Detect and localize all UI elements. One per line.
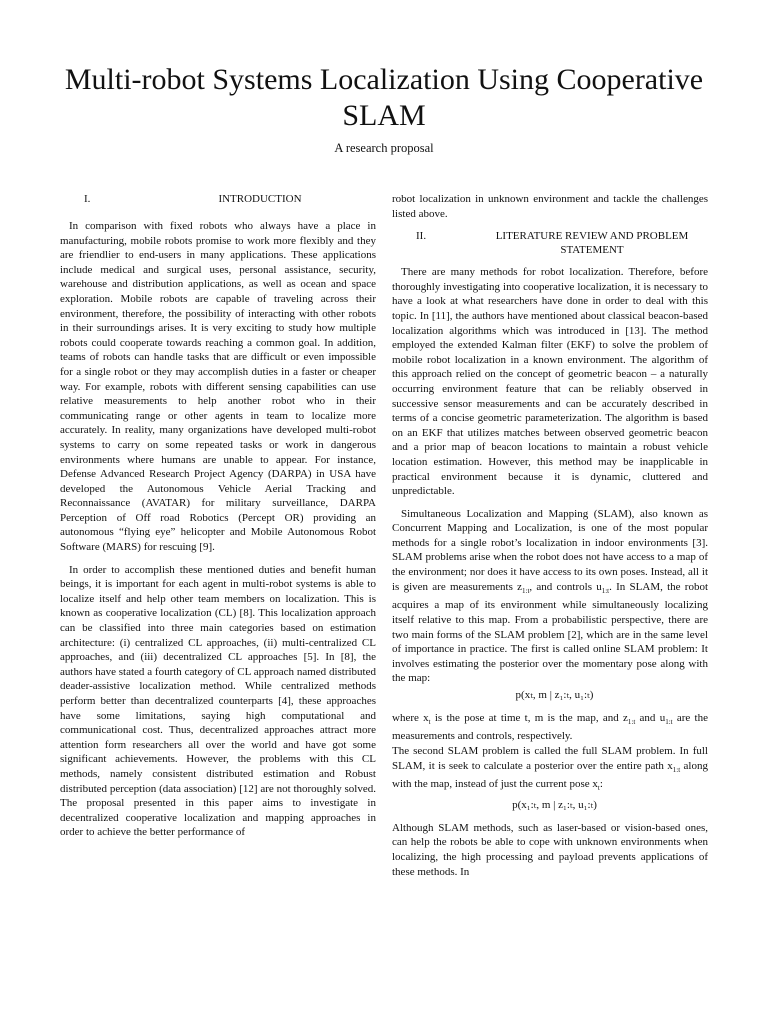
full-slam-paragraph: The second SLAM problem is called the full SLAM problem. In full SLAM, it is seek to calculate a posterior over the entire path $x_{1:t}$ along with the map, instead of just the current pose $x_t$:: [392, 744, 708, 793]
equation-full-slam: p(x₁:ₜ, m | z₁:ₜ, u₁:ₜ): [512, 799, 597, 812]
intro-paragraph-2: In order to accomplish these mentioned duties and benefit human beings, it is important for each agent in multi-robot systems is able to localize itself and help other team members on localization. This is known as cooperative localization (CL) [8]. This localization approach can be classified into three main categories based on estimation architecture: (i) centralized CL approaches, (ii) multi-centralized CL approaches, and (iii) decentralized CL approaches [5]. In [8], the authors have stated a fourth category of CL approach named distributed deader-assistive localization method. While centralized methods perform better than decentralized counterparts [4], these approaches have some limitations, saying high computational and communicational cost. Thus, decentralized approaches attract more attention form researchers all over the world and have got some significant achievements. However, the problems with this CL methods, namely consistent distributed estimation and Robust distributed perception (data association) [12] are not thoroughly solved. The proposal presented in this paper aims to investigate in decentralized cooperative localization and mapping approaches in order to achieve the better performance of: [60, 563, 376, 839]
section-title: LITERATURE REVIEW AND PROBLEM STATEMENT: [495, 230, 689, 257]
right-column: [392, 192, 708, 887]
section-title: INTRODUCTION: [218, 193, 302, 205]
paper-title: Multi-robot Systems Localization Using Cooperative SLAM: [64, 63, 704, 132]
left-column: [60, 192, 376, 848]
intro-paragraph-1: In comparison with fixed robots who always have a place in manufacturing, mobile robots promise to work more flexibly and they are friendlier to end-users in many applications. These applications include medical and surgical uses, personal assistance, security, warehouse and distribution applications, as well as ocean and space exploration. Mobile robots are capable of traveling across their environment, therefore, the possibility of interacting with other robots in their surroundings arises. It is very exciting to study how multiple robots could cooperate towards reaching a common goal. In addition, teams of robots can handle tasks that are difficult or even impossible for a single robot or they may accomplish duties in a faster or cheaper way. For example, robots with different sensing capabilities can use relative measurements to help another robot who in their communicating range or other agents in team to localize more accurately. In reality, many organizations have developed multi-robot systems to carry on some repeated tasks or work in dangerous environments where humans are unable to appear. For instance, Defense Advanced Research Project Agency (DARPA) in USA have developed the Autonomous Vehicle Aerial Tracking and Reconnaissance (AVATAR) for military surveillance, DARPA Perception of Off road Robotics (Percept OR) providing an autonomous “flying eye” helicopter and Mobile Autonomous Robot Software (MARS) for rescuing [9].: [60, 220, 376, 554]
lit-paragraph-2: Simultaneous Localization and Mapping (SLAM), also known as Concurrent Mapping and Localization, is one of the most popular methods for a single robot’s localization in indoor environments [3]. SLAM problems arise when the robot does not have access to a map of the environment; nor does it have access to its own poses. Instead, all it is given are measurements $z_{1:t}$, and controls $u_{1:t}$. In SLAM, the robot acquires a map of its environment while simultaneously localizing itself relative to this map. From a probabilistic perspective, there are two main forms of the SLAM problem [2], which are in the same level of importance in practice. The first is called online SLAM problem: It involves estimating the posterior over the momentary pose along with the map:: [392, 507, 709, 685]
lit-paragraph-last: Although SLAM methods, such as laser-based or vision-based ones, can help the robots be able to cope with unknown environments when localizing, the high processing and payload prevents applications of these methods. In: [392, 821, 708, 878]
section-number: I.: [84, 193, 91, 205]
section-heading-literature-review: [392, 229, 708, 257]
section-number: II.: [416, 230, 427, 243]
section-heading-introduction: [60, 192, 376, 206]
paper-subtitle: A research proposal: [334, 141, 434, 155]
intro-paragraph-continued: robot localization in unknown environment and tackle the challenges listed above.: [392, 193, 708, 220]
lit-paragraph-1: There are many methods for robot localization. Therefore, before thoroughly investigating into cooperative localization, it is necessary to have a look at what researchers have done in order to deal with this topic. In [11], the authors have mentioned about classical beacon-based localization algorithms which was introduced in [13]. The method employed the extended Kalman filter (EKF) to solve the problem of mobile robot localization in a known environment. The algorithm of this approach relied on the concept of geometric beacon – a naturally occurring environment feature that can be reliably observed in successive sensor measurements and can be accurately described in terms of a concise geometric parameterization. The algorithm is based on an EKF that utilizes matches between observed geometric beacon and a prior map of beacon locations to maintain a robust vehicle location estimation. However, this method may be inapplicable in practical environment because it is dynamic, cluttered and unpredictable.: [392, 266, 708, 498]
equation-explanation: where $x_t$ is the pose at time t, m is the map, and $z_{1:t}$ and $u_{1:t}$ are the measurements and controls, respectively.: [392, 711, 709, 743]
equation-online-slam: p(xₜ, m | z₁:ₜ, u₁:ₜ): [515, 689, 594, 701]
